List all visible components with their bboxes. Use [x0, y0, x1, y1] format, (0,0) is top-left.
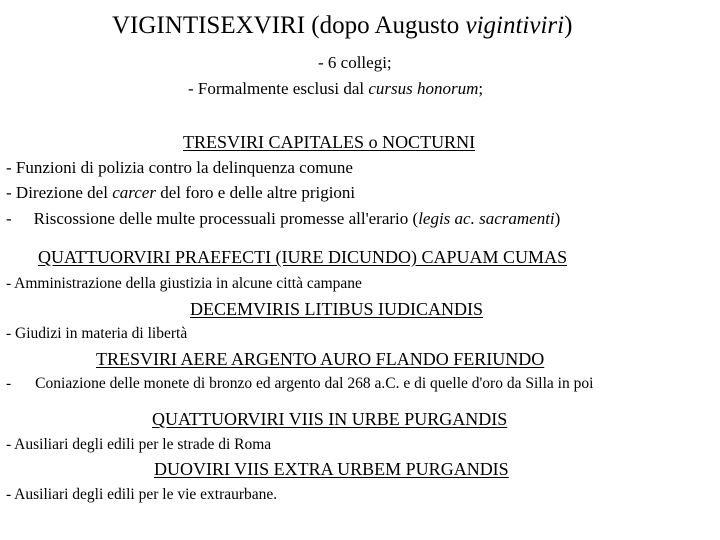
- section-heading-quattuorviri-viis: QUATTUORVIRI VIIS IN URBE PURGANDIS: [152, 409, 508, 429]
- list-item: - Riscossione delle multe processuali promesse all'erario (legis ac. sacramenti): [6, 209, 561, 228]
- title-main: VIGINTISEXVIRI: [112, 12, 306, 39]
- section-heading-tresviri-capitales: TRESVIRI CAPITALES o NOCTURNI: [183, 132, 476, 152]
- list-item: - Giudizi in materia di libertà: [6, 325, 188, 342]
- list-item: - Amministrazione della giustizia in alcune città campane: [6, 275, 362, 292]
- list-item: - Funzioni di polizia contro la delinquenza comune: [6, 158, 353, 177]
- list-item: - Coniazione delle monete di bronzo ed argento dal 268 a.C. e di quelle d'oro da Silla in poi: [6, 375, 594, 392]
- section-heading-decemviris: DECEMVIRIS LITIBUS IUDICANDIS: [190, 299, 483, 319]
- intro-line-1: - 6 collegi;: [318, 53, 392, 72]
- page-title: [112, 10, 572, 42]
- section-heading-quattuorviri-praefecti: QUATTUORVIRI PRAEFECTI (IURE DICUNDO) CAPUAM CUMAS: [38, 247, 568, 267]
- list-item: - Ausiliari degli edili per le vie extraurbane.: [6, 486, 278, 503]
- section-heading-duoviri: DUOVIRI VIIS EXTRA URBEM PURGANDIS: [154, 459, 509, 479]
- list-item: - Ausiliari degli edili per le strade di Roma: [6, 436, 272, 453]
- list-item: - Direzione del carcer del foro e delle altre prigioni: [6, 183, 356, 202]
- title-paren-close: ): [564, 12, 573, 39]
- title-paren-italic: vigintiviri: [465, 12, 565, 39]
- intro-line-2: - Formalmente esclusi dal cursus honorum;: [188, 79, 484, 98]
- section-heading-tresviri-aere: TRESVIRI AERE ARGENTO AURO FLANDO FERIUNDO: [96, 349, 545, 369]
- title-paren-open: (dopo Augusto: [305, 12, 466, 39]
